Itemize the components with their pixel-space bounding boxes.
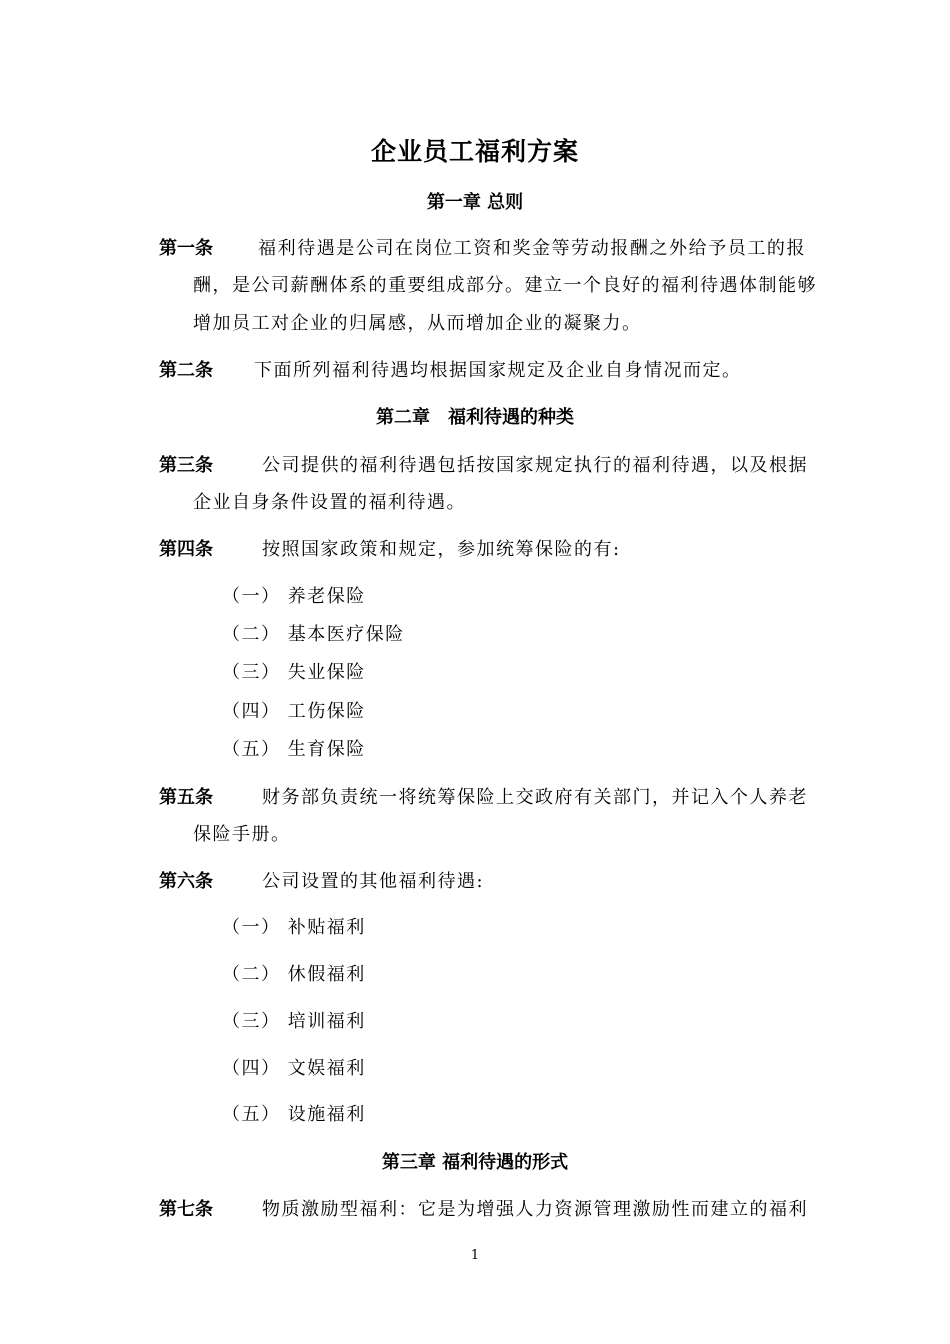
article-1-line-1: 福利待遇是公司在岗位工资和奖金等劳动报酬之外给予员工的报 xyxy=(258,238,806,259)
article-label-2: 第二条 xyxy=(159,360,213,381)
article-4-line-1: 按照国家政策和规定，参加统筹保险的有: xyxy=(262,539,621,560)
list-item: （一） 补贴福利 xyxy=(222,917,366,938)
list-item: （四） 文娱福利 xyxy=(222,1058,366,1079)
article-5-line-1: 财务部负责统一将统筹保险上交政府有关部门，并记入个人养老 xyxy=(262,787,808,808)
article-label-3: 第三条 xyxy=(159,455,213,476)
article-1-line-2: 酬，是公司薪酬体系的重要组成部分。建立一个良好的福利待遇体制能够 xyxy=(193,275,817,296)
chapter-heading-2: 第二章 福利待遇的种类 xyxy=(376,407,574,428)
list-item: （二） 基本医疗保险 xyxy=(222,624,405,645)
article-label-6: 第六条 xyxy=(159,871,213,892)
article-5-line-2: 保险手册。 xyxy=(193,824,291,845)
page-number: 1 xyxy=(470,1248,480,1263)
article-label-7: 第七条 xyxy=(159,1199,213,1220)
article-3-line-1: 公司提供的福利待遇包括按国家规定执行的福利待遇，以及根据 xyxy=(262,455,808,476)
list-item: （一） 养老保险 xyxy=(222,586,366,607)
chapter-heading-3: 第三章 福利待遇的形式 xyxy=(381,1152,569,1173)
article-label-5: 第五条 xyxy=(159,787,213,808)
article-label-4: 第四条 xyxy=(159,539,213,560)
list-item: （三） 培训福利 xyxy=(222,1011,366,1032)
list-item: （二） 休假福利 xyxy=(222,964,366,985)
document-title: 企业员工福利方案 xyxy=(370,137,579,166)
article-1-line-3: 增加员工对企业的归属感，从而增加企业的凝聚力。 xyxy=(193,313,642,334)
list-item: （三） 失业保险 xyxy=(222,662,366,683)
article-7-line-1: 物质激励型福利：它是为增强人力资源管理激励性而建立的福利 xyxy=(262,1199,808,1220)
list-item: （四） 工伤保险 xyxy=(222,701,366,722)
list-item: （五） 设施福利 xyxy=(222,1104,366,1125)
article-3-line-2: 企业自身条件设置的福利待遇。 xyxy=(193,492,466,513)
article-6-line-1: 公司设置的其他福利待遇: xyxy=(262,871,485,892)
chapter-heading-1: 第一章 总则 xyxy=(426,192,524,213)
article-2-line-1: 下面所列福利待遇均根据国家规定及企业自身情况而定。 xyxy=(254,360,742,381)
list-item: （五） 生育保险 xyxy=(222,739,366,760)
article-label-1: 第一条 xyxy=(159,238,213,259)
